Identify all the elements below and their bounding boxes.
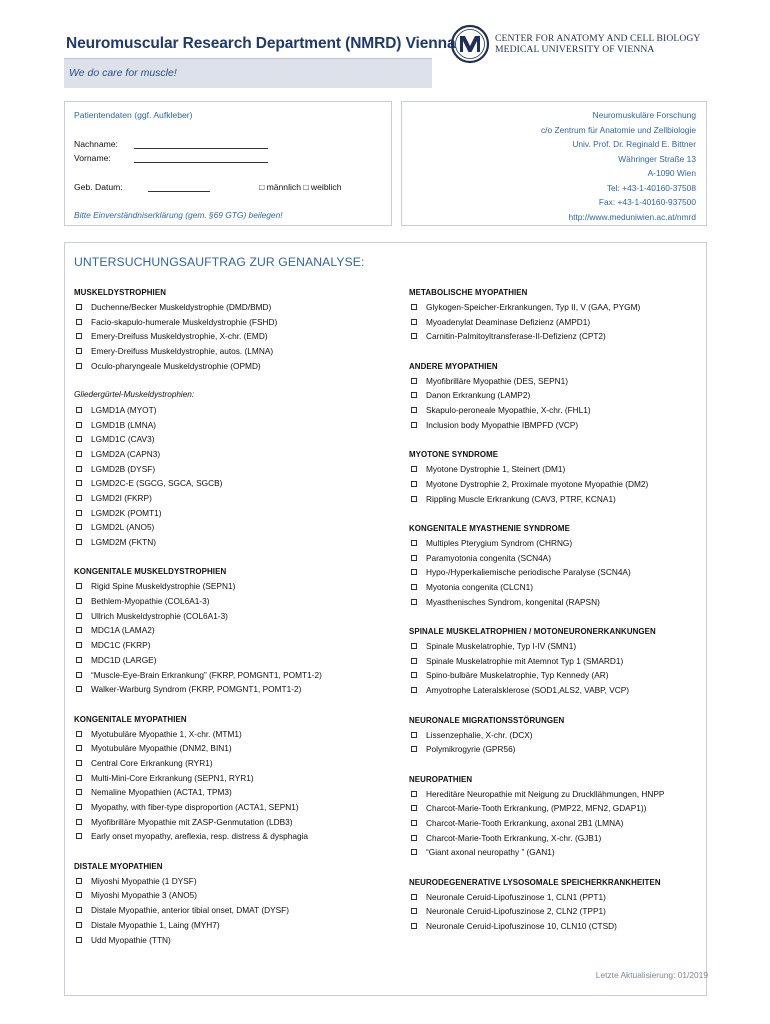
checkbox-icon[interactable] (76, 672, 82, 678)
checkbox-icon[interactable] (76, 833, 82, 839)
checkbox-icon[interactable] (76, 480, 82, 486)
checkbox-icon[interactable] (411, 319, 417, 325)
checkbox-icon[interactable] (76, 804, 82, 810)
test-option-lissenzephalie-x-chr-dcx[interactable] (409, 728, 705, 743)
test-option-myotone-dystrophie-2-proximale-myotone-m[interactable] (409, 477, 705, 492)
checkbox-icon[interactable] (76, 466, 82, 472)
address-box (401, 101, 707, 226)
checkbox-icon[interactable] (411, 658, 417, 664)
test-option-label: Skapulo-peroneale Myopathie, X-chr. (FHL1) (426, 405, 591, 416)
section-spacer (409, 860, 705, 875)
section-heading: KONGENITALE MUSKELDYSTROPHIEN (74, 567, 227, 577)
test-option-lgmd2a-capn3[interactable] (74, 447, 390, 462)
test-option-udd-myopathie-ttn[interactable] (74, 933, 390, 948)
logo-text-center: CENTER FOR ANATOMY AND CELL BIOLOGY (495, 33, 701, 44)
test-option-spinale-muskelatrophie-typ-i-iv-smn1[interactable] (409, 639, 705, 654)
checkbox-icon[interactable] (76, 627, 82, 633)
section-heading: NEURONALE MIGRATIONSSTÖRUNGEN (409, 715, 565, 725)
checkbox-icon[interactable] (411, 466, 417, 472)
checkbox-icon[interactable] (411, 805, 417, 811)
test-option-label: Spinale Muskelatrophie, Typ I-IV (SMN1) (426, 641, 577, 652)
checkbox-icon[interactable] (76, 451, 82, 457)
section-heading: ANDERE MYOPATHIEN (409, 361, 498, 371)
section-heading: MUSKELDYSTROPHIEN (74, 288, 167, 297)
dob-label: Geb. Datum: (74, 182, 123, 192)
section-spacer (409, 757, 705, 772)
checkbox-icon[interactable] (76, 657, 82, 663)
test-option-central-core-erkrankung-ryr1[interactable] (74, 756, 390, 771)
test-option-charcot-marie-tooth-erkrankung-x-chr-gjb[interactable] (409, 831, 705, 846)
test-option-oculo-pharyngeale-muskeldystrophie-opmd[interactable] (74, 359, 390, 374)
test-option-skapulo-peroneale-myopathie-x-chr-fhl1[interactable] (409, 403, 705, 418)
test-option-label: Ullrich Muskeldystrophie (COL6A1-3) (91, 610, 228, 621)
checkbox-icon[interactable] (411, 304, 417, 310)
test-option-label: Spinale Muskelatrophie mit Atemnot Typ 1 (SMARD1) (426, 655, 624, 666)
test-option-label: Danon Erkrankung (LAMP2) (426, 390, 531, 401)
test-option-carnitin-palmitoyltransferase-ii-defizie[interactable] (409, 329, 705, 344)
test-option-label: MDC1D (LARGE) (91, 654, 157, 665)
test-option-rippling-muscle-erkrankung-cav3-ptrf-kcn[interactable] (409, 492, 705, 507)
checkbox-icon[interactable] (76, 789, 82, 795)
section-spacer (409, 506, 705, 521)
checkbox-icon[interactable] (76, 510, 82, 516)
test-option-label: Myopathy, with fiber-type disproportion (ACTA1, SEPN1) (91, 802, 299, 812)
test-option-muscle-eye-brain-erkrankung-fkrp-pomgnt1[interactable] (74, 668, 390, 683)
test-option-label: Polymikrogyrie (GPR56) (426, 744, 516, 755)
test-option-label: Neuronale Ceruid-Lipofuszinose 2, CLN2 (TPP1) (426, 906, 606, 917)
checkbox-icon[interactable] (76, 775, 82, 781)
test-option-label: Myotubuläre Myopathie 1, X-chr. (MTM1) (91, 728, 242, 739)
test-option-label: Myasthenisches Syndrom, kongenital (RAPSN) (426, 596, 600, 607)
checkbox-icon[interactable] (411, 378, 417, 384)
firstname-label: Vorname: (74, 153, 111, 163)
checkbox-icon[interactable] (76, 922, 82, 928)
test-option-label: LGMD1B (LMNA) (91, 419, 157, 430)
checkbox-icon[interactable] (411, 746, 417, 752)
test-option-inclusion-body-myopathie-ibmpfd-vcp[interactable] (409, 418, 705, 433)
section-heading: MYOTONE SYNDROME (409, 450, 499, 460)
test-option-label: Myotone Dystrophie 1, Steinert (DM1) (426, 464, 566, 475)
checkbox-icon[interactable] (411, 333, 417, 339)
test-option-label: Miyoshi Myopathie (1 DYSF) (91, 875, 197, 886)
test-option-label: LGMD1C (CAV3) (91, 434, 155, 445)
test-option-duchenne-becker-muskeldystrophie-dmd-bmd[interactable] (74, 300, 390, 315)
test-option-emery-dreifuss-muskeldystrophie-x-chr-em[interactable] (74, 329, 390, 344)
checkbox-icon[interactable] (411, 672, 417, 678)
test-option-lgmd2c-e-sgcg-sgca-sgcb[interactable] (74, 476, 390, 491)
test-option-label: Charcot-Marie-Tooth Erkrankung, X-chr. (GJB1) (426, 832, 602, 843)
test-option-distale-myopathie-anterior-tibial-onset-[interactable] (74, 903, 390, 918)
test-option-polymikrogyrie-gpr56[interactable] (409, 742, 705, 757)
checkbox-icon[interactable] (76, 583, 82, 589)
university-logo (450, 24, 720, 64)
checkbox-icon[interactable] (411, 481, 417, 487)
checkbox-icon[interactable] (76, 598, 82, 604)
right-column (409, 285, 705, 934)
checkbox-icon[interactable] (76, 878, 82, 884)
test-option-label: MDC1A (LAMA2) (91, 625, 155, 636)
test-option-label: Rigid Spine Muskeldystrophie (SEPN1) (91, 581, 236, 592)
test-option-myofibrillare-myopathie-mit-zasp-genmuta[interactable] (74, 815, 390, 830)
test-option-charcot-marie-tooth-erkrankung-pmp22-mfn[interactable] (409, 801, 705, 816)
section-spacer (409, 433, 705, 448)
checkbox-icon[interactable] (411, 687, 417, 693)
surname-field[interactable] (134, 140, 268, 149)
test-option-label: Neuronale Ceruid-Lipofuszinose 1, CLN1 (PPT1) (426, 891, 606, 902)
checkbox-icon[interactable] (76, 892, 82, 898)
test-option-lgmd1a-myot[interactable] (74, 403, 390, 418)
test-option-facio-skapulo-humerale-muskeldystrophie-[interactable] (74, 315, 390, 330)
checkbox-icon[interactable] (411, 569, 417, 575)
checkbox-icon[interactable] (411, 732, 417, 738)
section-heading: NEUROPATHIEN (409, 774, 473, 784)
checkbox-icon[interactable] (411, 908, 417, 914)
test-option-myotone-dystrophie-1-steinert-dm1[interactable] (409, 462, 705, 477)
checkbox-icon[interactable] (411, 849, 417, 855)
test-option-label: Early onset myopathy, areflexia, resp. distress & dysphagia (91, 831, 309, 842)
section-spacer (74, 844, 390, 859)
website-link[interactable]: http://www.meduniwien.ac.at/nmrd (568, 211, 696, 222)
test-option-label: LGMD2A (CAPN3) (91, 448, 161, 459)
section-heading: DISTALE MYOPATHIEN (74, 861, 163, 871)
checkbox-icon[interactable] (76, 319, 82, 325)
checkbox-icon[interactable] (411, 894, 417, 900)
section-spacer (74, 697, 390, 712)
test-option-label: LGMD2I (FKRP) (91, 492, 152, 503)
checkbox-icon[interactable] (411, 835, 417, 841)
test-option-label: LGMD2M (FKTN) (91, 537, 156, 547)
test-option-label: Rippling Muscle Erkrankung (CAV3, PTRF, KCNA1) (426, 493, 616, 504)
test-option-label: Hypo-/Hyperkaliemische periodische Paralyse (SCN4A) (426, 567, 631, 578)
tagline: We do care for muscle! (69, 67, 177, 79)
test-option-label: Central Core Erkrankung (RYR1) (91, 757, 213, 768)
test-option-label: Emery-Dreifuss Muskeldystrophie, autos. (LMNA) (91, 346, 274, 357)
test-option-label: LGMD2B (DYSF) (91, 463, 156, 474)
address-line: A-1090 Wien (647, 168, 696, 178)
address-line: Univ. Prof. Dr. Reginald E. Bittner (572, 139, 696, 149)
test-option-miyoshi-myopathie-3-ano5[interactable] (74, 888, 390, 903)
checkbox-icon[interactable] (76, 686, 82, 692)
order-title: UNTERSUCHUNGSAUFTRAG ZUR GENANALYSE: (74, 255, 365, 269)
section-spacer (409, 344, 705, 359)
checkbox-icon[interactable] (76, 745, 82, 751)
checkbox-icon[interactable] (76, 907, 82, 913)
test-option-label: Spino-bulbäre Muskelatrophie, Typ Kennedy (AR) (426, 670, 609, 681)
test-option-label: Myofibrilläre Myopathie mit ZASP-Genmutation (LDB3) (91, 816, 293, 827)
section-heading: KONGENITALE MYASTHENIE SYNDROME (409, 523, 570, 533)
section-heading: SPINALE MUSKELATROPHIEN / MOTONEURONERKANKUNGEN (409, 627, 656, 637)
checkbox-icon[interactable] (411, 599, 417, 605)
test-option-label: Distale Myopathie 1, Laing (MYH7) (91, 919, 220, 930)
checkbox-icon[interactable] (76, 819, 82, 825)
checkbox-icon[interactable] (411, 407, 417, 413)
patient-data-heading: Patientendaten (ggf. Aufkleber) (74, 110, 193, 120)
order-form-box (64, 242, 707, 996)
test-option-label: Multiples Pterygium Syndrom (CHRNG) (426, 537, 573, 548)
test-option-spino-bulbare-muskelatrophie-typ-kennedy[interactable] (409, 668, 705, 683)
test-option-myopathy-with-fiber-type-disproportion-a[interactable] (74, 800, 390, 815)
test-option-miyoshi-myopathie-1-dysf[interactable] (74, 874, 390, 889)
checkbox-icon[interactable] (76, 304, 82, 310)
checkbox-icon[interactable] (411, 643, 417, 649)
test-option-label: MDC1C (FKRP) (91, 640, 151, 651)
firstname-field[interactable] (134, 154, 268, 163)
checkbox-icon[interactable] (76, 348, 82, 354)
test-option-label: Myoadenylat Deaminase Defizienz (AMPD1) (426, 316, 591, 327)
test-option-label: Paramyotonia congenita (SCN4A) (426, 552, 551, 563)
checkbox-icon[interactable] (76, 539, 82, 545)
patient-data-box (64, 101, 392, 226)
test-option-label: Neuronale Ceruid-Lipofuszinose 10, CLN10 (CTSD) (426, 921, 617, 932)
test-option-label: Charcot-Marie-Tooth Erkrankung, axonal 2B1 (LMNA) (426, 817, 624, 828)
test-option-hereditare-neuropathie-mit-neigung-zu-dr[interactable] (409, 787, 705, 802)
test-option-glykogen-speicher-erkrankungen-typ-ii-v-[interactable] (409, 300, 705, 315)
checkbox-icon[interactable] (411, 555, 417, 561)
left-column (74, 285, 390, 947)
test-option-lgmd1b-lmna[interactable] (74, 418, 390, 433)
test-option-label: LGMD2K (POMT1) (91, 507, 162, 518)
test-option-label: LGMD1A (MYOT) (91, 404, 157, 415)
test-option-label: Hereditäre Neuropathie mit Neigung zu Druckllähmungen, HNPP (426, 788, 665, 799)
test-option-lgmd2i-fkrp[interactable] (74, 491, 390, 506)
test-option-neuronale-ceruid-lipofuszinose-10-cln10-[interactable] (409, 919, 705, 934)
gender-checkboxes[interactable]: □ männlich □ weiblich (259, 182, 342, 192)
address-line: Neuromuskuläre Forschung (592, 110, 696, 120)
test-option-label: Bethlem-Myopathie (COL6A1-3) (91, 596, 210, 607)
test-option-lgmd2k-pomt1[interactable] (74, 506, 390, 521)
test-option-label: LGMD2L (ANO5) (91, 522, 155, 533)
section-spacer (74, 373, 390, 388)
test-option-label: Charcot-Marie-Tooth Erkrankung, (PMP22, MFN2, GDAP1)) (426, 803, 647, 814)
checkbox-icon[interactable] (411, 496, 417, 502)
test-option-label: Myofibrilläre Myopathie (DES, SEPN1) (426, 375, 569, 386)
checkbox-icon[interactable] (76, 363, 82, 369)
test-option-myotubulare-myopathie-1-x-chr-mtm1[interactable] (74, 727, 390, 742)
address-line: Währinger Straße 13 (618, 153, 696, 164)
test-option-myasthenisches-syndrom-kongenital-rapsn[interactable] (409, 595, 705, 610)
test-option-amyotrophe-lateralsklerose-sod1-als2-vab[interactable] (409, 683, 705, 698)
test-option-myotubulare-myopathie-dnm2-bin1[interactable] (74, 741, 390, 756)
test-option-myofibrillare-myopathie-des-sepn1[interactable] (409, 374, 705, 389)
test-option-neuronale-ceruid-lipofuszinose-2-cln2-tp[interactable] (409, 904, 705, 919)
test-option-rigid-spine-muskeldystrophie-sepn1[interactable] (74, 579, 390, 594)
test-option-label: Myotubuläre Myopathie (DNM2, BIN1) (91, 743, 232, 754)
test-option-label: Miyoshi Myopathie 3 (ANO5) (91, 890, 198, 901)
checkbox-icon[interactable] (411, 584, 417, 590)
test-option-mdc1c-fkrp[interactable] (74, 638, 390, 653)
test-option-giant-axonal-neuropathy-gan1[interactable] (409, 845, 705, 860)
test-option-nemaline-myopathien-acta1-tpm3[interactable] (74, 785, 390, 800)
test-option-label: LGMD2C-E (SGCG, SGCA, SGCB) (91, 478, 223, 489)
test-option-label: Nemaline Myopathien (ACTA1, TPM3) (91, 787, 232, 798)
fax-number: Fax: +43-1-40160-937500 (598, 197, 696, 207)
test-option-ullrich-muskeldystrophie-col6a1-3[interactable] (74, 609, 390, 624)
document-title: Neuromuscular Research Department (NMRD) Vienna (66, 35, 456, 52)
test-option-label: Carnitin-Palmitoyltransferase-II-Defizienz (CPT2) (426, 331, 606, 342)
test-option-label: Udd Myopathie (TTN) (91, 934, 171, 945)
test-option-label: Emery-Dreifuss Muskeldystrophie, X-chr. (EMD) (91, 331, 268, 342)
test-option-charcot-marie-tooth-erkrankung-axonal-2b[interactable] (409, 816, 705, 831)
dob-field[interactable] (148, 183, 210, 192)
checkbox-icon[interactable] (76, 495, 82, 501)
test-option-lgmd2l-ano5[interactable] (74, 520, 390, 535)
checkbox-icon[interactable] (76, 422, 82, 428)
test-option-lgmd2m-fktn[interactable] (74, 535, 390, 550)
checkbox-icon[interactable] (76, 937, 82, 943)
muv-emblem-icon (450, 24, 490, 64)
checkbox-icon[interactable] (76, 407, 82, 413)
last-updated: Letzte Aktualisierung: 01/2019 (595, 970, 708, 980)
test-option-label: Myotone Dystrophie 2, Proximale myotone Myopathie (DM2) (426, 478, 649, 489)
test-option-label: Facio-skapulo-humerale Muskeldystrophie (FSHD) (91, 316, 278, 327)
address-line: c/o Zentrum für Anatomie und Zellbiologie (540, 124, 696, 135)
test-option-paramyotonia-congenita-scn4a[interactable] (409, 551, 705, 566)
checkbox-icon[interactable] (76, 333, 82, 339)
checkbox-icon[interactable] (76, 731, 82, 737)
checkbox-icon[interactable] (411, 422, 417, 428)
phone-number: Tel: +43-1-40160-37508 (606, 182, 696, 193)
checkbox-icon[interactable] (411, 820, 417, 826)
test-option-emery-dreifuss-muskeldystrophie-autos-lm[interactable] (74, 344, 390, 359)
test-option-myoadenylat-deaminase-defizienz-ampd1[interactable] (409, 315, 705, 330)
test-option-myotonia-congenita-clcn1[interactable] (409, 580, 705, 595)
subsection-heading: Gliedergürtel-Muskeldystrophien: (74, 390, 195, 400)
test-option-label: “Giant axonal neuropathy ” (GAN1) (426, 847, 555, 858)
test-option-danon-erkrankung-lamp2[interactable] (409, 388, 705, 403)
test-option-mdc1d-large[interactable] (74, 653, 390, 668)
test-option-bethlem-myopathie-col6a1-3[interactable] (74, 594, 390, 609)
consent-note: Bitte Einverständniserklärung (gem. §69 GTG) beilegen! (74, 210, 283, 220)
test-option-label: Glykogen-Speicher-Erkrankungen, Typ II, V (GAA, PYGM) (426, 302, 641, 312)
checkbox-icon[interactable] (411, 392, 417, 398)
checkbox-icon[interactable] (76, 642, 82, 648)
checkbox-icon[interactable] (411, 540, 417, 546)
test-option-label: Oculo-pharyngeale Muskeldystrophie (OPMD) (91, 360, 261, 371)
checkbox-icon[interactable] (76, 524, 82, 530)
section-spacer (74, 550, 390, 565)
test-option-label: Inclusion body Myopathie IBMPFD (VCP) (426, 419, 579, 430)
test-option-mdc1a-lama2[interactable] (74, 623, 390, 638)
test-option-label: Myotonia congenita (CLCN1) (426, 582, 533, 592)
test-option-label: Duchenne/Becker Muskeldystrophie (DMD/BMD) (91, 302, 272, 312)
test-option-lgmd2b-dysf[interactable] (74, 462, 390, 477)
test-option-multiples-pterygium-syndrom-chrng[interactable] (409, 536, 705, 551)
section-spacer (409, 609, 705, 624)
checkbox-icon[interactable] (411, 923, 417, 929)
test-option-walker-warburg-syndrom-fkrp-pomgnt1-pomt[interactable] (74, 682, 390, 697)
checkbox-icon[interactable] (76, 613, 82, 619)
test-option-spinale-muskelatrophie-mit-atemnot-typ-1[interactable] (409, 654, 705, 669)
section-spacer (409, 698, 705, 713)
test-option-neuronale-ceruid-lipofuszinose-1-cln1-pp[interactable] (409, 890, 705, 905)
section-heading: NEURODEGENERATIVE LYSOSOMALE SPEICHERKRANKHEITEN (409, 877, 661, 887)
test-option-hypo-hyperkaliemische-periodische-paraly[interactable] (409, 565, 705, 580)
test-option-label: Amyotrophe Lateralsklerose (SOD1,ALS2, VABP, VCP) (426, 685, 630, 696)
test-option-label: Lissenzephalie, X-chr. (DCX) (426, 729, 533, 740)
checkbox-icon[interactable] (76, 436, 82, 442)
test-option-label: Walker-Warburg Syndrom (FKRP, POMGNT1, POMT1-2) (91, 684, 302, 695)
section-heading: KONGENITALE MYOPATHIEN (74, 714, 187, 724)
test-option-label: Distale Myopathie, anterior tibial onset, DMAT (DYSF) (91, 905, 289, 916)
checkbox-icon[interactable] (411, 791, 417, 797)
checkbox-icon[interactable] (76, 760, 82, 766)
test-option-multi-mini-core-erkrankung-sepn1-ryr1[interactable] (74, 771, 390, 786)
test-option-distale-myopathie-1-laing-myh7[interactable] (74, 918, 390, 933)
test-option-label: “Muscle-Eye-Brain Erkrankung” (FKRP, POMGNT1, POMT1-2) (91, 669, 322, 680)
test-option-lgmd1c-cav3[interactable] (74, 432, 390, 447)
test-option-early-onset-myopathy-areflexia-resp-dist[interactable] (74, 829, 390, 844)
surname-label: Nachname: (74, 139, 118, 149)
section-heading: METABOLISCHE MYOPATHIEN (409, 288, 528, 297)
logo-text-university: MEDICAL UNIVERSITY OF VIENNA (495, 44, 655, 55)
test-option-label: Multi-Mini-Core Erkrankung (SEPN1, RYR1) (91, 772, 254, 783)
